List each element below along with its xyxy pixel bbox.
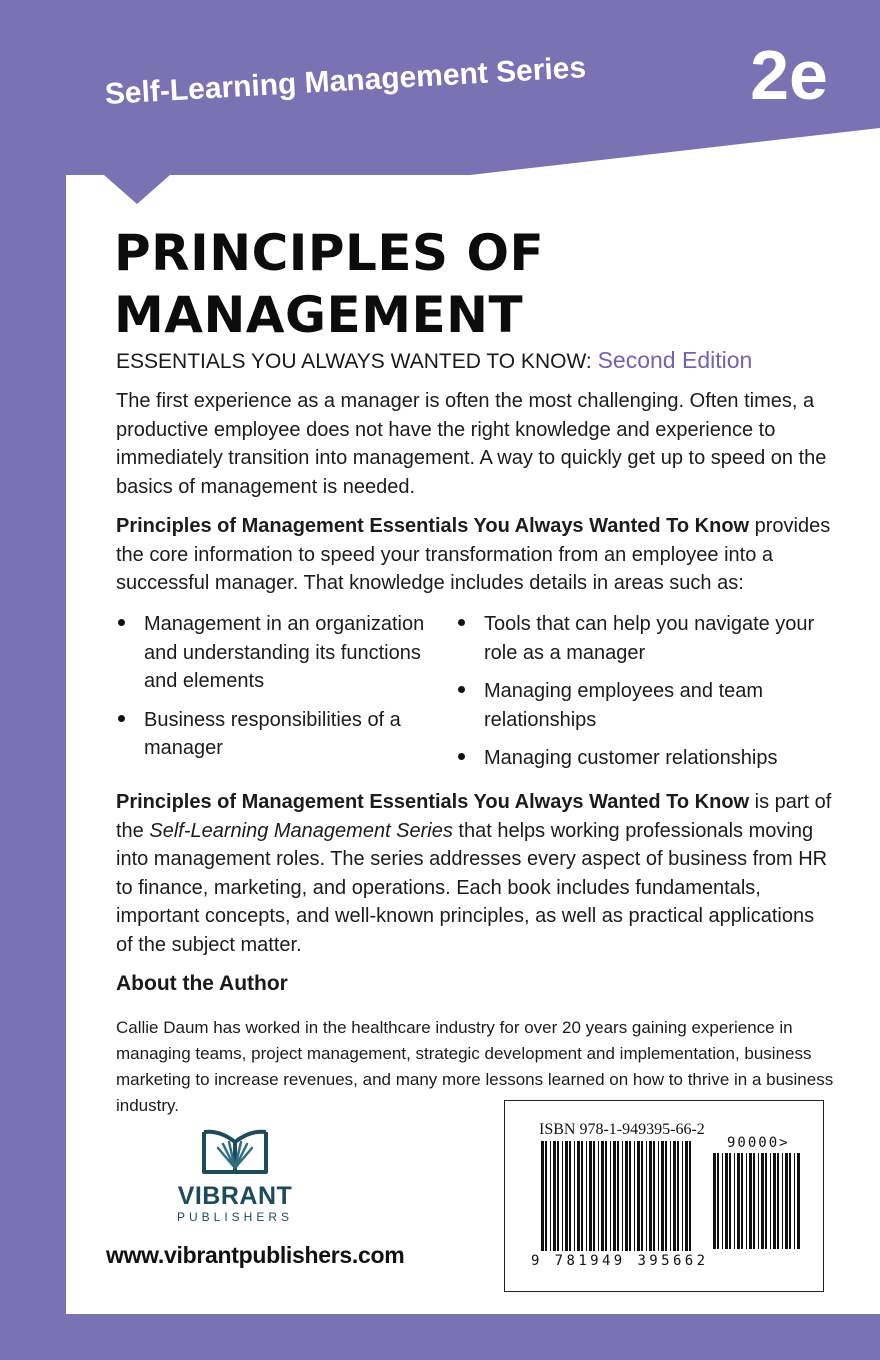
list-item: Managing customer relationships bbox=[456, 744, 836, 773]
barcode-digits: 9 781949 395662 bbox=[531, 1253, 709, 1269]
price-code: 90000> bbox=[727, 1135, 790, 1151]
book-subtitle bbox=[116, 347, 752, 374]
isbn-number: ISBN 978-1-949395-66-2 bbox=[539, 1121, 705, 1138]
intro-paragraph: The first experience as a manager is often the most challenging. Often times, a productive employee does not have the right knowledge and experience to immediately transition into management. A way to quickly get up to speed on the basics of management is needed. bbox=[116, 390, 827, 498]
book-title-line1: PRINCIPLES OF bbox=[114, 224, 545, 282]
about-author-heading: About the Author bbox=[116, 972, 288, 995]
edition-text: Second Edition bbox=[597, 347, 753, 373]
list-item: Management in an organization and understanding its functions and elements bbox=[116, 610, 446, 696]
publisher-website: www.vibrantpublishers.com bbox=[106, 1242, 405, 1268]
series-paragraph bbox=[116, 788, 836, 959]
series-book-title: Principles of Management Essentials You Always Wanted To Know bbox=[116, 791, 750, 813]
subtitle-text: ESSENTIALS YOU ALWAYS WANTED TO KNOW: bbox=[116, 350, 592, 373]
publisher-name: VIBRANT bbox=[177, 1182, 293, 1210]
overview-text: provides the core information to speed your transformation from an employee into a successful manager. That knowledge includes details in areas such as: bbox=[116, 515, 831, 594]
book-title bbox=[114, 222, 544, 346]
series-text-2: that helps working professionals moving into management roles. The series addresses every aspect of business from HR to finance, marketing, and operations. Each book includes fundamentals, important concepts, and well-known principles, as well as practical applications of the subject matter. bbox=[116, 819, 828, 956]
series-name-italic: Self-Learning Management Series bbox=[149, 819, 453, 842]
topic-list-left bbox=[116, 610, 446, 773]
author-bio: Callie Daum has worked in the healthcare industry for over 20 years gaining experience in managing teams, project management, strategic development and implementation, business marketing to increase revenues, and many more lessons learned on how to thrive in a business industry. bbox=[116, 1018, 834, 1115]
list-item: Business responsibilities of a manager bbox=[116, 706, 446, 763]
open-book-icon bbox=[168, 1124, 302, 1184]
overview-book-title: Principles of Management Essentials You Always Wanted To Know bbox=[116, 515, 750, 537]
topic-list-right bbox=[456, 610, 836, 783]
list-item: Managing employees and team relationships bbox=[456, 677, 836, 734]
overview-paragraph bbox=[116, 512, 836, 598]
edition-badge: 2e bbox=[750, 36, 828, 114]
book-title-line2: MANAGEMENT bbox=[114, 286, 524, 344]
publisher-logo bbox=[168, 1124, 302, 1226]
isbn-barcode bbox=[504, 1100, 824, 1292]
series-text-1: is part of the bbox=[116, 791, 832, 842]
publisher-subname: PUBLISHERS bbox=[176, 1210, 294, 1224]
series-name: Self-Learning Management Series bbox=[104, 51, 587, 111]
list-item: Tools that can help you navigate your role as a manager bbox=[456, 610, 836, 667]
